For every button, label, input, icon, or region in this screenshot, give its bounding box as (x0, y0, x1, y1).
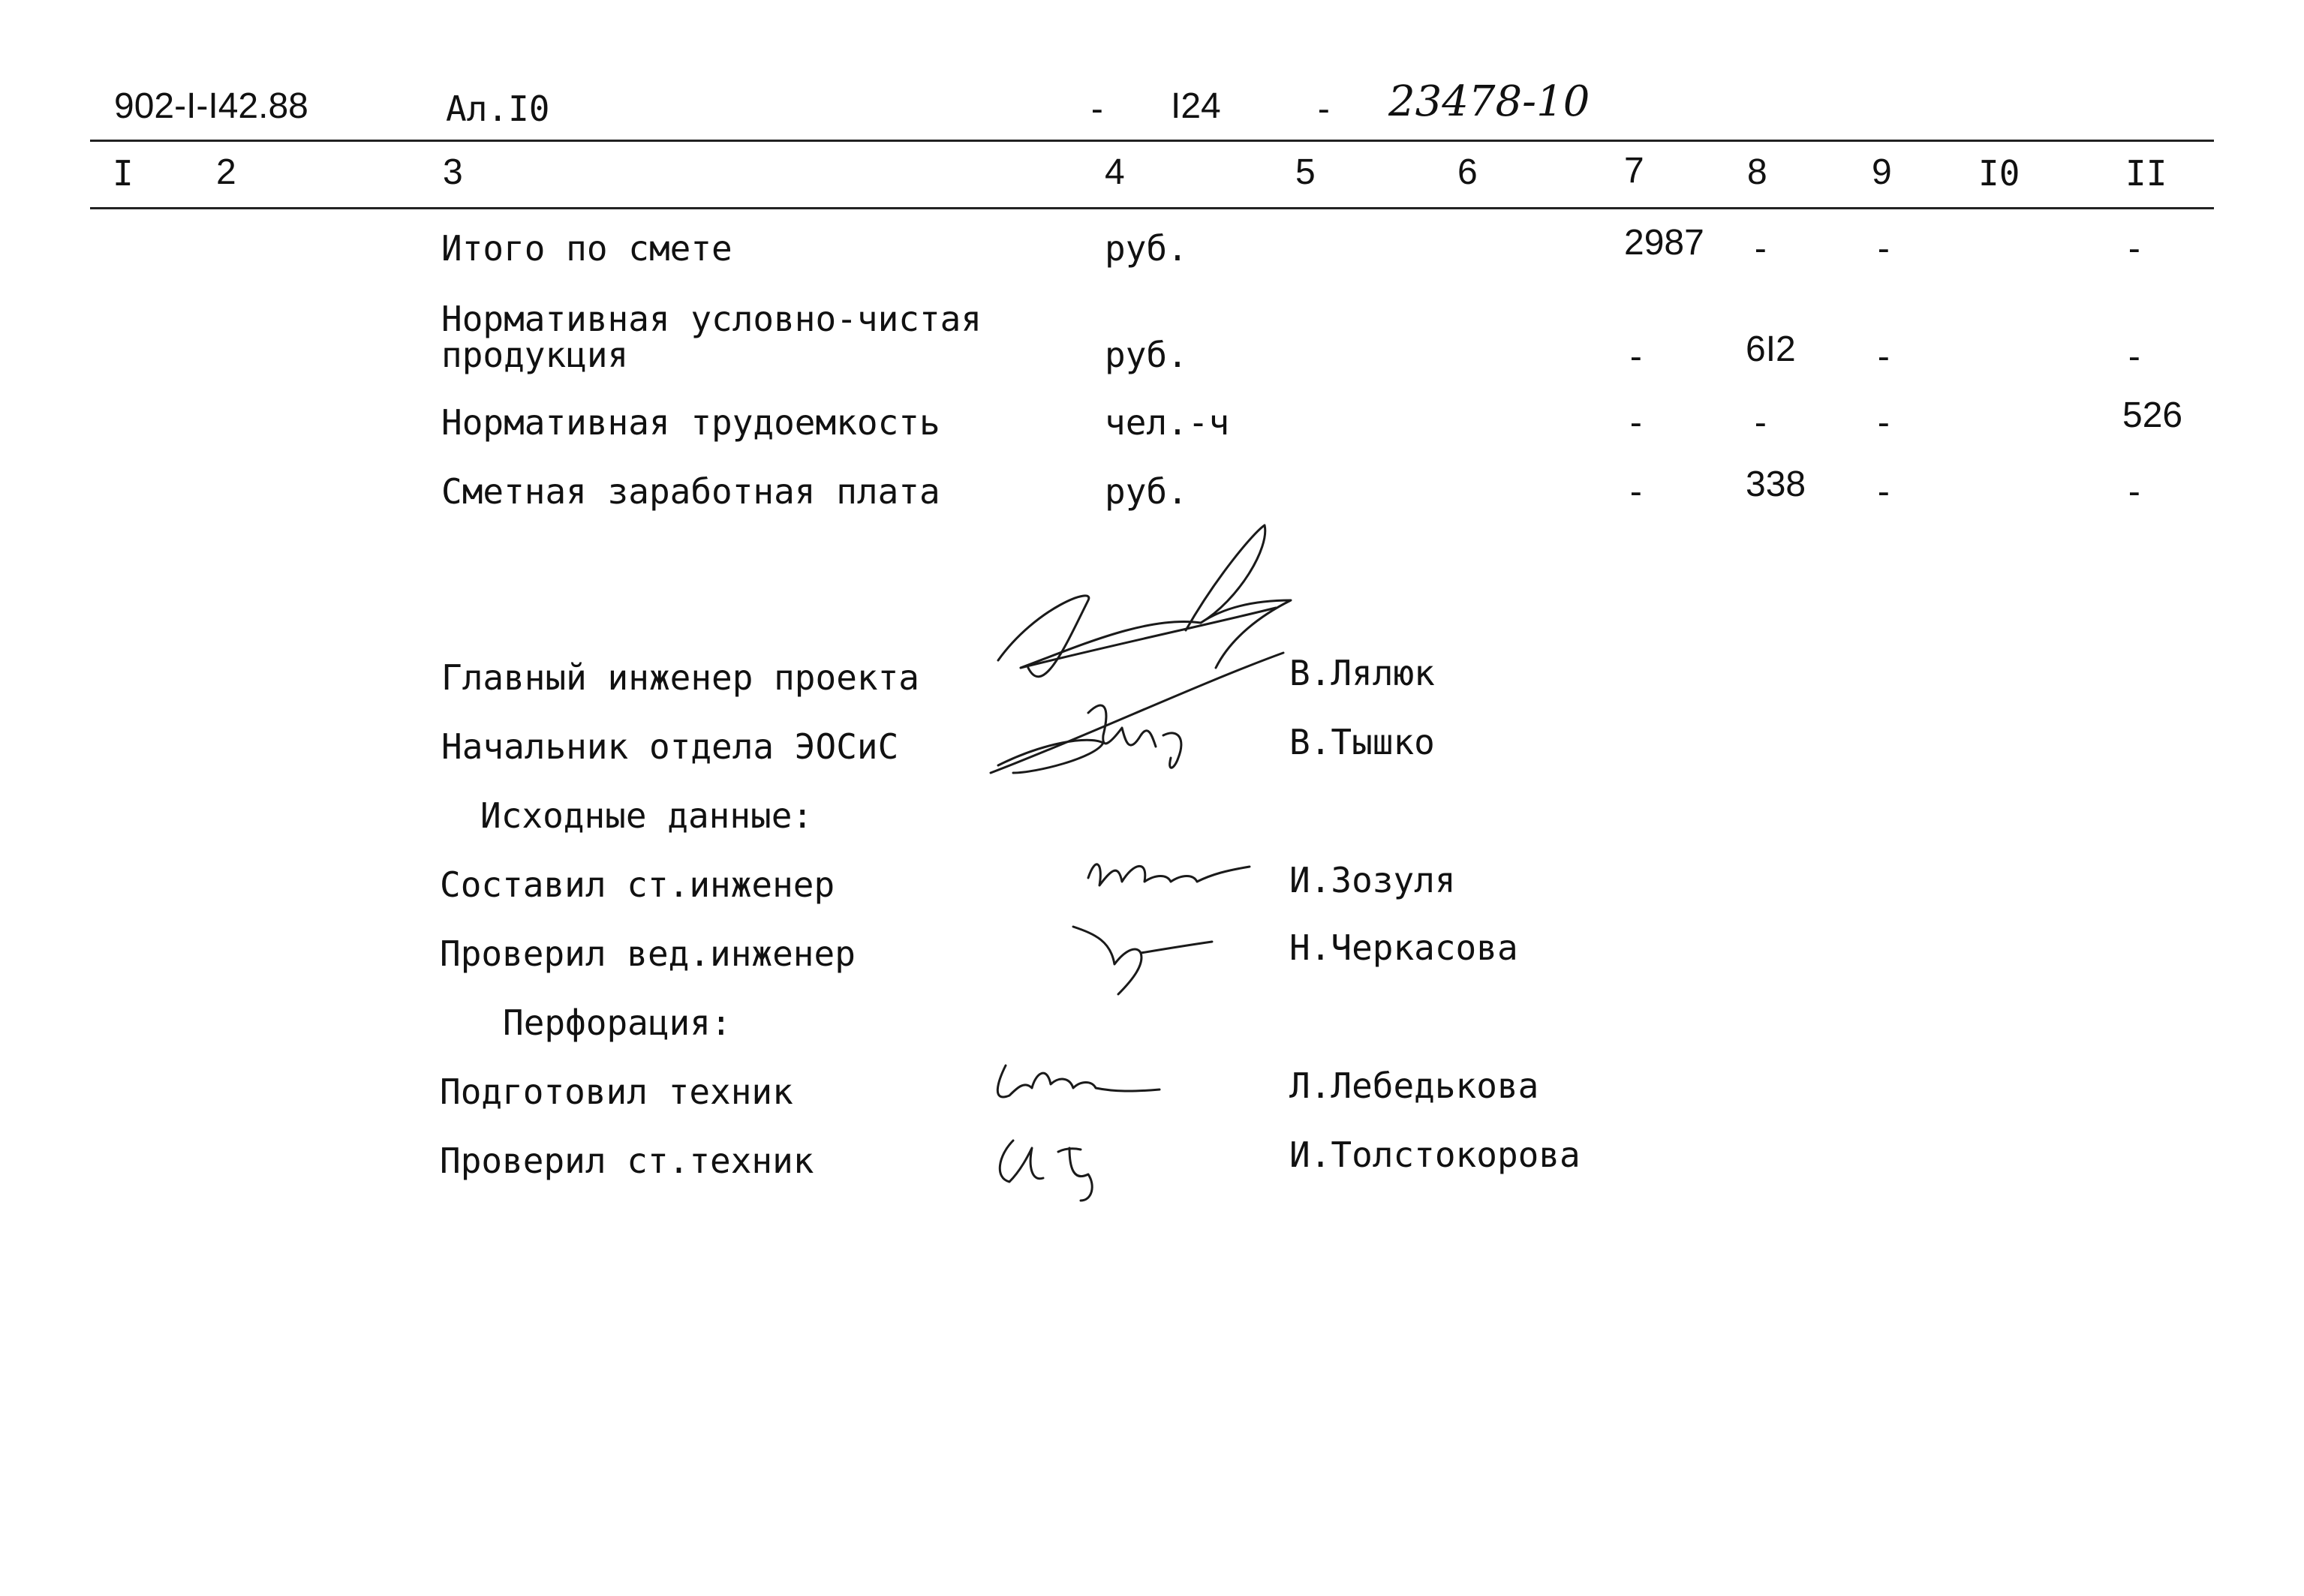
sheet-number: Ал.I0 (446, 89, 550, 129)
cell-col7: 2987 (1624, 223, 1704, 263)
column-header-rule (90, 207, 2214, 209)
column-header: I (113, 153, 134, 194)
handwritten-signature (976, 1126, 1126, 1208)
column-header: I0 (1978, 153, 2020, 194)
row-name-continued: продукция (441, 335, 629, 375)
row-name: Сметная заработная плата (441, 471, 940, 512)
signature-person: Л.Лебедькова (1289, 1066, 1539, 1106)
cell-col8: - (1750, 228, 1771, 269)
signature-person: В.Тышко (1289, 722, 1435, 762)
header-rule (90, 140, 2214, 142)
row-name: Нормативная трудоемкость (441, 402, 940, 443)
section-heading: Перфорация: (503, 1002, 732, 1043)
doc-code: 902-I-I42.88 (114, 86, 308, 126)
column-header: 7 (1624, 151, 1644, 191)
handwritten-number: 23478-10 (1388, 77, 1590, 126)
column-header: 6 (1457, 152, 1478, 192)
page-number: I24 (1171, 86, 1221, 126)
row-unit: руб. (1105, 335, 1188, 375)
row-unit: руб. (1105, 228, 1188, 269)
signature-person: И.Толстокорова (1289, 1135, 1581, 1175)
cell-col8: - (1750, 402, 1771, 443)
header-dash: - (1087, 89, 1108, 129)
signature-role: Составил ст.инженер (440, 864, 835, 905)
cell-col7: - (1626, 336, 1647, 377)
column-header: 4 (1105, 152, 1125, 192)
cell-col8: 338 (1746, 464, 1806, 504)
row-unit: руб. (1105, 471, 1188, 512)
cell-col9: - (1873, 471, 1894, 512)
handwritten-signature (1051, 912, 1231, 1002)
handwritten-signature (1073, 840, 1268, 908)
cell-col9: - (1873, 228, 1894, 269)
column-header: 5 (1295, 152, 1316, 192)
signature-role: Проверил вед.инженер (440, 933, 856, 974)
row-unit: чел.-ч (1105, 402, 1230, 443)
signature-person: Н.Черкасова (1289, 927, 1518, 968)
signature-person: В.Лялюк (1289, 653, 1435, 693)
signature-role: Начальник отдела ЭОСиС (441, 726, 899, 767)
column-header: 8 (1747, 152, 1767, 192)
row-name: Нормативная условно-чистая (441, 299, 982, 339)
signature-role: Проверил ст.техник (440, 1141, 814, 1181)
column-header: 3 (443, 152, 463, 192)
column-header: 2 (216, 152, 236, 192)
section-heading: Исходные данные: (480, 795, 814, 836)
cell-col8: 6I2 (1746, 329, 1796, 369)
signature-role: Подготовил техник (440, 1072, 793, 1112)
column-header: II (2125, 153, 2167, 194)
row-name: Итого по смете (441, 228, 732, 269)
cell-col9: - (1873, 402, 1894, 443)
cell-col11: - (2124, 471, 2145, 512)
signature-role: Главный инженер проекта (441, 657, 919, 698)
cell-col7: - (1626, 471, 1647, 512)
handwritten-signature (991, 683, 1231, 788)
column-header: 9 (1872, 152, 1892, 192)
signature-person: И.Зозуля (1289, 860, 1456, 900)
cell-col7: - (1626, 402, 1647, 443)
header-dash: - (1313, 89, 1334, 129)
handwritten-signature (976, 1050, 1171, 1118)
cell-col11: 526 (2122, 395, 2183, 435)
cell-col9: - (1873, 336, 1894, 377)
cell-col11: - (2124, 336, 2145, 377)
cell-col11: - (2124, 228, 2145, 269)
